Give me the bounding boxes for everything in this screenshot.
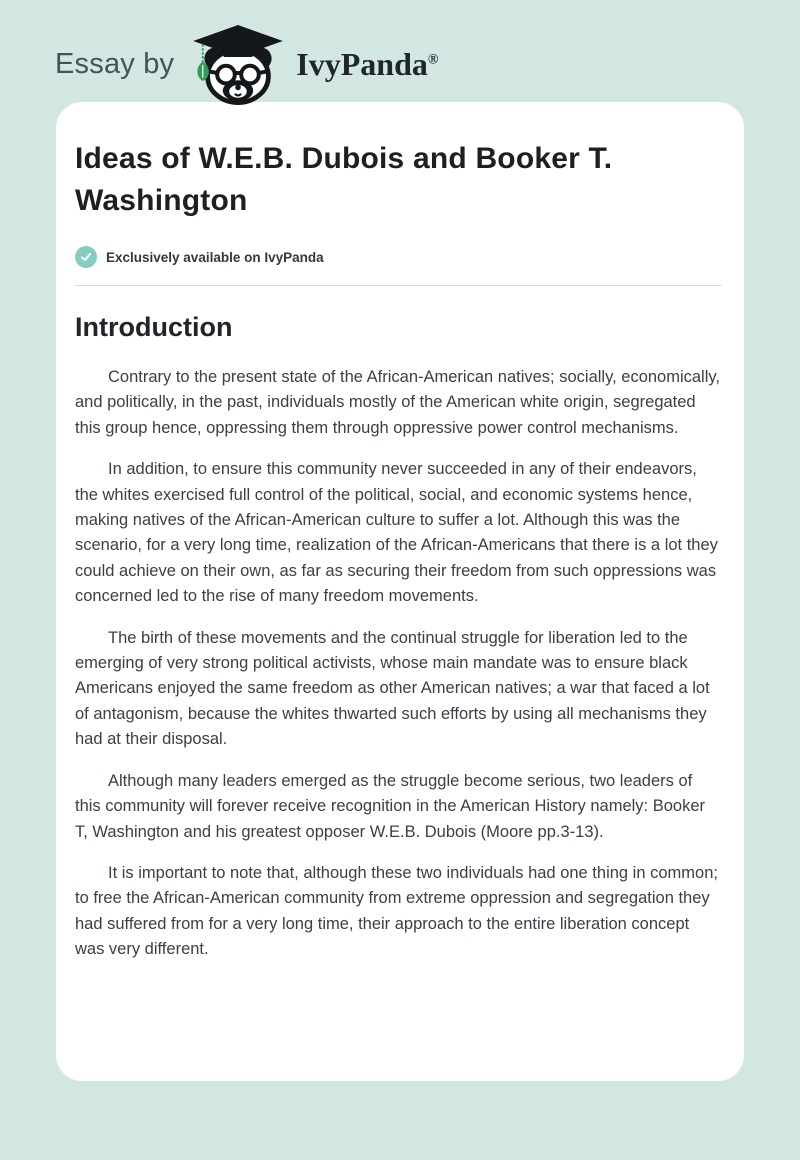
exclusive-badge-label: Exclusively available on IvyPanda (106, 249, 324, 265)
brand-wordmark: IvyPanda® (296, 46, 439, 82)
essay-by-label: Essay by (55, 47, 175, 80)
paragraph: Although many leaders emerged as the struggle become serious, two leaders of this community will forever receive recognition in the American History namely: Booker T, Washington and his greatest opposer W.E.B. Dubois (Moore pp.3-13). (75, 771, 705, 841)
panda-graduate-icon (190, 25, 286, 103)
section-heading-introduction: Introduction (75, 312, 233, 342)
paragraph: In addition, to ensure this community never succeeded in any of their endeavors, the whites exercised full control of the political, social, and economic systems hence, making natives of the African-American culture to suffer a lot. Although this was the scenario, for a very long time, realization of the African-Americans that there is a lot they could achieve on their own, as far as securing their freedom from such oppressions was concerned led to the rise of many freedom movements. (75, 460, 718, 606)
paragraph: The birth of these movements and the continual struggle for liberation led to the emerging of very strong political activists, whose main mandate was to ensure black Americans enjoyed the same freedom as other American natives; a war that faced a lot of antagonism, because the whites thwarted such efforts by using all mechanisms they had at their disposal. (75, 628, 710, 749)
exclusive-badge (75, 246, 722, 268)
header (0, 0, 800, 100)
divider (75, 285, 722, 286)
essay-card (56, 102, 744, 1081)
essay-title: Ideas of W.E.B. Dubois and Booker T. Washington (75, 142, 613, 217)
check-icon (75, 246, 97, 268)
paragraph: Contrary to the present state of the African-American natives; socially, economically, and politically, in the past, individuals mostly of the American white origin, segregated this group hence, oppressing them through oppressive power control mechanisms. (75, 368, 720, 437)
registered-mark: ® (427, 52, 439, 68)
paragraph: It is important to note that, although these two individuals had one thing in common; to free the African-American community from extreme oppression and segregation they had suffered from for a very long time, their approach to the entire liberation concept was very different. (75, 863, 718, 959)
